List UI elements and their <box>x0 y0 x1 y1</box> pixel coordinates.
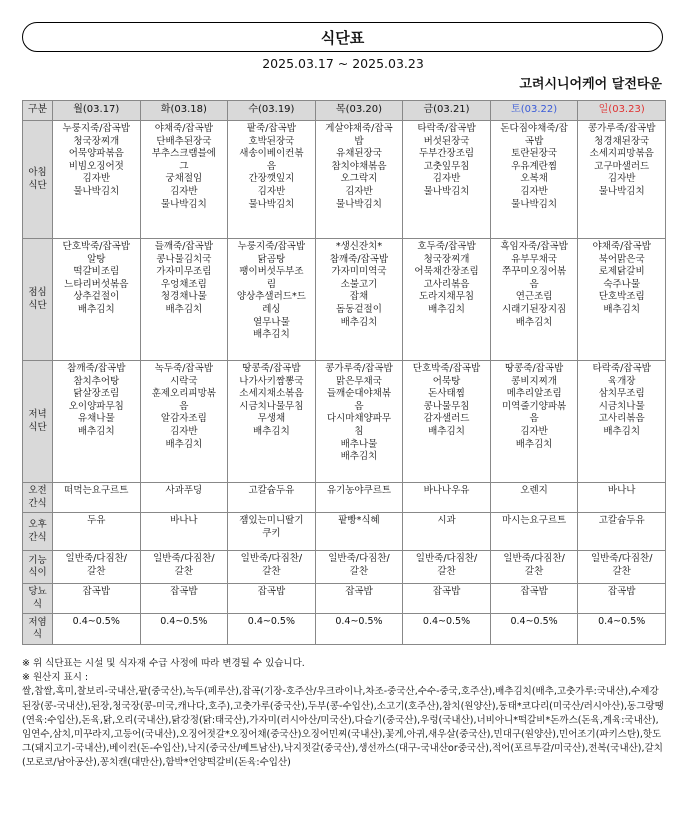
menu-cell <box>403 483 491 513</box>
menu-item: 김자반 <box>257 185 286 197</box>
menu-item: 김자반 <box>520 185 548 197</box>
menu-item: 시과 <box>437 515 456 527</box>
menu-cell <box>403 551 491 584</box>
menu-item: 새송이베이컨볶 <box>239 148 304 160</box>
menu-cell <box>315 614 403 645</box>
menu-cell <box>53 551 141 584</box>
menu-cell <box>53 584 141 614</box>
menu-item: 열무나물 <box>253 316 290 328</box>
menu-item: 들깨순대야채볶 <box>326 388 392 400</box>
menu-item: 0.4~0.5% <box>247 616 295 628</box>
menu-item: 참치추어탕 <box>73 375 120 387</box>
menu-item: 고구마샐러드 <box>594 160 650 172</box>
menu-item: 소불고기 <box>340 278 378 290</box>
menu-item: 연근조림 <box>515 291 553 303</box>
menu-cell <box>53 614 141 645</box>
menu-item: 훈제오리피망볶 <box>151 388 216 400</box>
menu-item: 들깨죽/잡곡밥 <box>154 241 213 252</box>
menu-item: 돈사태찜 <box>428 388 465 400</box>
menu-cell <box>140 361 228 483</box>
menu-item: 느타리버섯볶음 <box>64 278 129 290</box>
menu-cell <box>403 614 491 645</box>
menu-table <box>22 100 666 645</box>
menu-item: 가자미미역국 <box>331 266 387 278</box>
menu-cell <box>228 513 316 551</box>
menu-item: 야채죽/잡곡밥 <box>154 123 213 134</box>
menu-item: 갈찬 <box>349 565 369 577</box>
meal-row <box>23 551 666 584</box>
row-label <box>23 121 53 239</box>
menu-item: 소세지채소볶음 <box>239 388 304 400</box>
menu-item: 타락죽/잡곡밥 <box>417 123 476 134</box>
menu-item: 시래기된장지짐 <box>501 303 567 315</box>
menu-item: 단호박조림 <box>598 291 645 303</box>
menu-item: 쿠키 <box>262 527 281 539</box>
row-label-line: 식 <box>32 629 43 641</box>
menu-item: 부추스크램블에 <box>151 148 216 160</box>
menu-cell <box>578 584 666 614</box>
menu-cell <box>228 551 316 584</box>
menu-item: 림 <box>266 278 276 290</box>
menu-cell <box>578 361 666 483</box>
menu-item: 물나박김치 <box>73 185 120 197</box>
menu-cell <box>403 361 491 483</box>
menu-cell <box>578 239 666 361</box>
menu-item: 배추김치 <box>77 425 115 437</box>
menu-item: 닭곰탕 <box>257 253 286 265</box>
header-row <box>23 101 666 121</box>
menu-item: 0.4~0.5% <box>72 616 120 628</box>
notes <box>22 657 666 771</box>
menu-cell <box>578 551 666 584</box>
page-title <box>22 22 663 52</box>
menu-item: 마시는요구르트 <box>501 515 567 527</box>
menu-item: 어묵채간장조림 <box>414 266 479 278</box>
menu-item: 음 <box>529 278 539 290</box>
menu-item: 삼치무조림 <box>598 388 645 400</box>
menu-item: 콩나물무침 <box>423 400 470 412</box>
menu-item: 배추김치 <box>253 329 290 341</box>
menu-item: 나가사키짬뽕국 <box>239 375 304 387</box>
menu-item: 참치야채볶음 <box>331 160 387 172</box>
menu-item: 배추김치 <box>603 425 641 437</box>
menu-item: 참깨죽/잡곡밥 <box>67 363 126 374</box>
menu-item: 갈찬 <box>437 565 456 577</box>
menu-cell <box>578 513 666 551</box>
menu-item: 김자반 <box>432 173 461 185</box>
menu-item: 잼있는미니딸기 <box>239 515 304 527</box>
origin-heading: ※ 원산지 표시 : <box>22 672 89 684</box>
row-label-line: 기능 <box>28 554 47 566</box>
day-header: 수(03.19) <box>228 101 316 121</box>
menu-item: 그 <box>179 160 189 172</box>
menu-item: 시금치나물무침 <box>239 400 304 412</box>
menu-item: 궁채절임 <box>165 173 203 185</box>
menu-cell <box>228 483 316 513</box>
menu-item: 음 <box>354 400 364 412</box>
menu-item: 잡곡밥 <box>257 586 286 598</box>
menu-cell <box>403 584 491 614</box>
menu-item: 배추김치 <box>340 316 378 328</box>
menu-cell <box>140 483 228 513</box>
menu-cell <box>490 361 578 483</box>
row-label <box>23 513 53 551</box>
day-header: 목(03.20) <box>315 101 403 121</box>
row-label-line: 아침 <box>28 166 47 178</box>
menu-item: 고칼슘두유 <box>248 485 295 496</box>
menu-item: 일반죽/다짐찬/ <box>65 553 128 565</box>
row-label <box>23 483 53 513</box>
menu-item: 곡밥 <box>524 135 544 147</box>
menu-item: 오그락지 <box>340 173 378 185</box>
menu-item: 어묵양파볶음 <box>68 148 124 160</box>
meal-row <box>23 483 666 513</box>
menu-cell <box>53 239 141 361</box>
menu-item: 물나박김치 <box>248 198 295 210</box>
menu-item: 김자반 <box>520 425 548 437</box>
menu-cell <box>490 614 578 645</box>
menu-cell <box>228 121 316 239</box>
menu-cell <box>578 614 666 645</box>
menu-cell <box>403 239 491 361</box>
menu-item: 흑임자죽/잡곡밥 <box>500 241 568 252</box>
change-notice: ※ 위 식단표는 시설 및 식자재 수급 사정에 따라 변경될 수 있습니다. <box>22 658 305 669</box>
menu-item: 버섯된장국 <box>423 135 470 147</box>
row-label <box>23 551 53 584</box>
menu-item: 숙주나물 <box>603 278 641 290</box>
menu-item: 물나박김치 <box>336 198 382 210</box>
menu-item: 무생채 <box>257 413 286 425</box>
row-label-line: 오전 <box>28 485 47 496</box>
row-label <box>23 239 53 361</box>
menu-item: 돈다짐야채죽/잡 <box>500 123 568 134</box>
meal-row <box>23 239 666 361</box>
menu-item: 콩비지찌개 <box>511 375 558 387</box>
row-label-line: 저염 <box>28 616 47 628</box>
menu-item: 배추김치 <box>253 425 290 437</box>
row-label <box>23 614 53 645</box>
menu-cell <box>53 361 141 483</box>
menu-cell <box>140 121 228 239</box>
menu-cell <box>578 121 666 239</box>
menu-item: 단호박죽/잡곡밥 <box>62 241 130 252</box>
menu-item: 배추김치 <box>515 316 553 328</box>
origin-text: 쌀,찹쌀,흑미,찰보리-국내산,팥(중국산),녹두(페루산),잡곡(기장-호주산/우크라이나,차조-중국산,수수-중국,호주산),배추김치(배추,고춧가루:국내산),수제강된장(콩-국내산),된장,청국장(콩-미국,캐나다,호주),고춧가루(중국산),두부(콩-수입산),소고기(호주산),참치(원양산),동태*코다리(미국산/러시아산),동그랑땡(연육:수입산),돈육,닭,오리(국내산),닭강정(닭:태국산),가자미(러시아산/미국산),다슬기(중국산),우렁(국내산),너비아니*떡갈비*돈까스(돈육,계육:국내산),임연수,삼치,미꾸라지,고등어(국내산),오징어젓갈*오징어채(중국산)오징어민찌(국내산),꽃게,아귀,새우살(중국산),민대구(원양산),민어조기(파키스탄),핫도그(돼지고기-국내산),베이컨(돈-수입산),낙지(중국산/베트남산),낙지젓갈(중국산),생선까스(대구-국내산or중국산),적어(포르투갈/미국산),전복(국내산),갈치(모로코/남아공산),꽁치캔(대만산),함박*언양떡갈비(돈육:수입산) <box>22 686 664 769</box>
menu-item: 참깨죽/잡곡밥 <box>329 253 389 265</box>
menu-item: 유기농야쿠르트 <box>326 485 392 496</box>
menu-item: 알감자조림 <box>160 413 207 425</box>
row-label-line: 간식 <box>28 531 47 543</box>
menu-item: 팽이버섯두부조 <box>239 266 304 278</box>
menu-cell <box>140 239 228 361</box>
menu-cell <box>315 361 403 483</box>
menu-item: 시금치나물 <box>598 400 645 412</box>
menu-item: *생신잔치* <box>335 241 383 252</box>
menu-item: 청국장찌개 <box>423 253 470 265</box>
menu-item: 유부무채국 <box>511 253 558 265</box>
menu-item: 김자반 <box>170 425 198 437</box>
menu-item: 콩나물김치국 <box>156 253 212 265</box>
menu-item: 어묵탕 <box>432 375 461 387</box>
menu-item: 오렌지 <box>520 485 548 496</box>
menu-item: 갈찬 <box>612 565 631 577</box>
menu-item: 게살야채죽/잡곡 <box>325 123 393 134</box>
menu-item: 돔동겉절이 <box>336 303 382 315</box>
menu-item: 오복채 <box>520 173 548 185</box>
menu-item: 유채된장국 <box>336 148 382 160</box>
menu-item: 땅콩죽/잡곡밥 <box>504 363 564 374</box>
row-label <box>23 361 53 483</box>
menu-item: 알탕 <box>87 253 106 265</box>
menu-item: 토란된장국 <box>511 148 558 160</box>
row-label <box>23 584 53 614</box>
menu-item: 떡갈비조림 <box>73 266 120 278</box>
menu-cell <box>490 551 578 584</box>
menu-item: 배추김치 <box>340 451 378 463</box>
menu-item: 메추리알조림 <box>506 388 562 400</box>
menu-item: 청경채된장국 <box>594 135 650 147</box>
menu-item: 갈찬 <box>524 565 544 577</box>
menu-item: 시락국 <box>170 375 198 387</box>
menu-item: 갈찬 <box>262 565 281 577</box>
menu-item: 잡곡밥 <box>345 586 373 598</box>
menu-item: 바나나우유 <box>423 485 470 496</box>
menu-item: 상추겉절이 <box>73 291 120 303</box>
row-label-line: 식 <box>32 598 43 610</box>
menu-item: 우엉채조림 <box>160 278 207 290</box>
menu-item: 콩가루죽/잡곡밥 <box>587 123 656 134</box>
menu-cell <box>315 121 403 239</box>
menu-cell <box>140 584 228 614</box>
row-label-line: 식이 <box>28 567 47 579</box>
menu-item: 일반죽/다짐찬/ <box>240 553 303 565</box>
menu-item: 잡곡밥 <box>82 586 111 598</box>
menu-item: 감자샐러드 <box>423 413 470 425</box>
menu-cell <box>403 513 491 551</box>
menu-item: 잡곡밥 <box>520 586 548 598</box>
menu-cell <box>228 584 316 614</box>
menu-cell <box>228 239 316 361</box>
menu-item: 고사리볶음 <box>423 278 470 290</box>
row-label-line: 당뇨 <box>28 586 47 598</box>
meal-row <box>23 361 666 483</box>
menu-item: 바나나 <box>607 485 636 496</box>
menu-cell <box>490 239 578 361</box>
menu-item: 유채나물 <box>77 413 115 425</box>
menu-item: 누룽지죽/잡곡밥 <box>237 241 306 252</box>
row-label-line: 식단 <box>28 179 47 191</box>
menu-item: 누룽지죽/잡곡밥 <box>62 123 130 134</box>
menu-item: 음 <box>266 160 276 172</box>
menu-item: 잡곡밥 <box>170 586 198 598</box>
menu-cell <box>315 551 403 584</box>
row-label-line: 간식 <box>28 497 47 509</box>
menu-item: 미역줄기양파볶 <box>501 400 567 412</box>
menu-item: 호박된장국 <box>248 135 295 147</box>
menu-cell <box>53 121 141 239</box>
title-text: 식단표 <box>320 28 365 47</box>
day-header: 화(03.18) <box>140 101 228 121</box>
menu-item: 우유계란찜 <box>511 160 558 172</box>
menu-cell <box>315 483 403 513</box>
day-header: 일(03.23) <box>578 101 666 121</box>
menu-item: 배추김치 <box>165 303 203 315</box>
menu-item: 음 <box>529 413 539 425</box>
menu-item: 물나박김치 <box>511 198 558 210</box>
menu-item: 두유 <box>87 515 106 527</box>
meal-row <box>23 614 666 645</box>
corner-label: 구분 <box>23 101 53 121</box>
menu-cell <box>578 483 666 513</box>
menu-item: 0.4~0.5% <box>598 616 646 628</box>
row-label-line: 식단 <box>28 421 47 433</box>
menu-item: 일반죽/다짐찬/ <box>590 553 653 565</box>
menu-item: 로제닭갈비 <box>598 266 645 278</box>
menu-item: 레싱 <box>262 303 281 315</box>
menu-item: 육개장 <box>607 375 636 387</box>
menu-cell <box>403 121 491 239</box>
menu-item: 침 <box>354 425 364 437</box>
menu-item: 양상추샐러드*드 <box>236 291 306 303</box>
menu-item: 바나나 <box>170 515 198 527</box>
menu-item: 콩가루죽/잡곡밥 <box>325 363 393 374</box>
menu-item: 0.4~0.5% <box>510 616 558 628</box>
menu-item: 물나박김치 <box>423 185 470 197</box>
menu-cell <box>228 614 316 645</box>
menu-item: 비빔오징어젓 <box>68 160 124 172</box>
menu-item: 고춧잎무침 <box>423 160 470 172</box>
row-label-line: 식단 <box>28 299 47 311</box>
menu-item: 사과푸딩 <box>165 485 203 496</box>
meal-row <box>23 513 666 551</box>
menu-item: 물나박김치 <box>598 185 645 197</box>
menu-item: 고칼슘두유 <box>598 515 645 527</box>
menu-item: 단배추된장국 <box>156 135 212 147</box>
menu-item: 잡채 <box>349 291 369 303</box>
menu-item: 김자반 <box>82 173 111 185</box>
menu-cell <box>315 239 403 361</box>
menu-cell <box>490 513 578 551</box>
menu-item: 0.4~0.5% <box>160 616 208 628</box>
menu-item: 배추김치 <box>603 303 641 315</box>
row-label-line: 오후 <box>28 519 47 531</box>
menu-item: 배추김치 <box>428 425 465 437</box>
row-label-line: 점심 <box>28 286 47 298</box>
menu-item: 간장깻잎지 <box>248 173 295 185</box>
menu-cell <box>315 584 403 614</box>
menu-item: 도라지채무침 <box>419 291 475 303</box>
menu-item: 0.4~0.5% <box>335 616 383 628</box>
menu-item: 잡곡밥 <box>432 586 461 598</box>
menu-item: 청국장찌개 <box>73 135 120 147</box>
menu-item: 호두죽/잡곡밥 <box>417 241 476 252</box>
menu-item: 타락죽/잡곡밥 <box>592 363 651 374</box>
day-header: 토(03.22) <box>490 101 578 121</box>
menu-item: 밥 <box>354 135 364 147</box>
menu-item: 김자반 <box>345 185 373 197</box>
menu-cell <box>490 584 578 614</box>
meal-row <box>23 584 666 614</box>
date-range: 2025.03.17 ~ 2025.03.23 <box>262 56 424 71</box>
row-label-line: 저녁 <box>28 408 47 420</box>
menu-cell <box>53 483 141 513</box>
menu-item: 녹두죽/잡곡밥 <box>154 363 213 374</box>
menu-cell <box>140 513 228 551</box>
menu-item: 음 <box>179 400 189 412</box>
menu-item: 일반죽/다짐찬/ <box>328 553 390 565</box>
menu-item: 야채죽/잡곡밥 <box>592 241 651 252</box>
menu-item: 단호박죽/잡곡밥 <box>412 363 481 374</box>
menu-item: 배추김치 <box>165 438 203 450</box>
menu-item: 김자반 <box>170 185 198 197</box>
menu-item: 배추나물 <box>340 438 378 450</box>
menu-item: 일반죽/다짐찬/ <box>503 553 565 565</box>
menu-item: 김자반 <box>607 173 636 185</box>
menu-cell <box>53 513 141 551</box>
menu-item: 다시마채양파무 <box>326 413 392 425</box>
menu-item: 일반죽/다짐찬/ <box>415 553 478 565</box>
menu-item: 땅콩죽/잡곡밥 <box>242 363 301 374</box>
menu-item: 팥죽/잡곡밥 <box>246 123 296 134</box>
menu-item: 떠먹는요구르트 <box>64 485 129 496</box>
menu-cell <box>490 121 578 239</box>
day-header: 월(03.17) <box>53 101 141 121</box>
menu-item: 0.4~0.5% <box>422 616 471 628</box>
menu-item: 북어맑은국 <box>598 253 645 265</box>
menu-item: 닭살장조림 <box>73 388 120 400</box>
menu-cell <box>228 361 316 483</box>
menu-item: 오이양파무침 <box>68 400 124 412</box>
menu-cell <box>140 551 228 584</box>
menu-item: 일반죽/다짐찬/ <box>153 553 215 565</box>
meal-row <box>23 121 666 239</box>
menu-item: 배추김치 <box>77 303 115 315</box>
menu-item: 쭈꾸미오징어볶 <box>501 266 567 278</box>
day-header: 금(03.21) <box>403 101 491 121</box>
menu-item: 배추김치 <box>428 303 465 315</box>
menu-item: 배추김치 <box>515 438 553 450</box>
menu-item: 청경채나물 <box>160 291 207 303</box>
menu-item: 갈찬 <box>87 565 106 577</box>
menu-item: 맑은무채국 <box>336 375 382 387</box>
menu-item: 물나박김치 <box>160 198 207 210</box>
menu-item: 갈찬 <box>174 565 194 577</box>
menu-cell <box>140 614 228 645</box>
menu-item: 팥빵*식혜 <box>338 515 380 527</box>
menu-item: 가자미무조림 <box>156 266 212 278</box>
menu-item: 두부간장조림 <box>419 148 475 160</box>
menu-cell <box>315 513 403 551</box>
organization-name: 고려시니어케어 달전타운 <box>519 77 662 92</box>
menu-item: 고사리볶음 <box>598 413 645 425</box>
menu-item: 잡곡밥 <box>607 586 636 598</box>
menu-item: 소세지피망볶음 <box>589 148 654 160</box>
menu-cell <box>490 483 578 513</box>
